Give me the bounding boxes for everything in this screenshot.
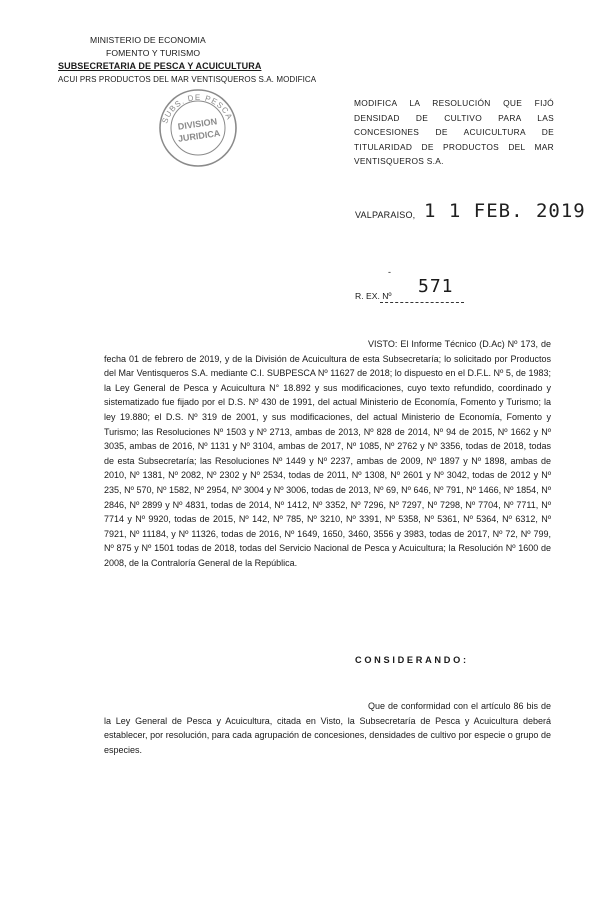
letterhead bbox=[58, 34, 358, 86]
stamp-inner-line-1: DIVISION bbox=[177, 116, 218, 132]
visto-paragraph: VISTO: El Informe Técnico (D.Ac) Nº 173, de fecha 01 de febrero de 2019, y de la División de Acuicultura de esta Subsecretaría; lo solicitado por Productos del Mar Ventisqueros S.A. mediante C.I. SUBPESCA Nº 11627 de 2018; lo dispuesto en el D.F.L. Nº 5, de 1983; la Ley General de Pesca y Acuicultura N° 18.892 y sus modificaciones, cuyo texto refundido, coordinado y sistematizado fue fijado por el D.S. Nº 430 de 1991, del actual Ministerio de Economía, Fomento y Turismo; la ley 19.880; el D.S. Nº 319 de 2001, y sus modificaciones, del actual Ministerio de Economía, Fomento y Turismo; las Resoluciones Nº 1503 y Nº 2713, ambas de 2013, Nº 828 de 2014, Nº 94 de 2015, Nº 1662 y Nº 3035, ambas de 2016, Nº 1131 y Nº 3104, ambas de 2017, Nº 1085, Nº 2762 y Nº 3356, todas de 2018, todas de esta Subsecretaría; las Resoluciones Nº 1449 y Nº 2237, ambas de 2009, Nº 1897 y Nº 1898, ambas de 2010, Nº 1381, Nº 2082, Nº 2302 y Nº 2534, todas de 2011, Nº 1308, Nº 2601 y Nº 3042, todas de 2012 y Nº 235, Nº 570, Nº 1582, Nº 2954, Nº 3004 y Nº 3006, todas de 2013, Nº 69, Nº 646, Nº 791, Nº 1466, Nº 1854, Nº 2846, Nº 2899 y Nº 4831, todas de 2014, Nº 1412, Nº 3352, Nº 7296, Nº 7297, Nº 7298, Nº 7704, Nº 7711, Nº 7714 y Nº 9920, todas de 2015, Nº 142, Nº 785, Nº 3210, Nº 3391, Nº 5358, Nº 5361, Nº 5364, Nº 6312, Nº 7921, Nº 11184, y Nº 11326, todas de 2016, Nº 1649, 1650, 3460, 3556 y 3983, todas de 2017, Nº 72, Nº 799, Nº 875 y Nº 1501 todas de 2018, todas del Servicio Nacional de Pesca y Acuicultura; la Resolución Nº 1600 de 2008, de la Contraloría General de la República. bbox=[104, 339, 551, 568]
tick-mark: - bbox=[388, 267, 391, 277]
stamp-outer-text: SUBS. DE PESCA bbox=[160, 92, 235, 125]
considerando-paragraph: Que de conformidad con el artículo 86 bis de la Ley General de Pesca y Acuicultura, citada en Visto, la Subsecretaría de Pesca y Acuicultura deberá establecer, por resolución, para cada agrupación de concesiones, densidades de cultivo por especie o grupo de especies. bbox=[104, 701, 551, 755]
date-stamp: 1 1 FEB. 2019 bbox=[424, 200, 586, 222]
ministry-line-1: MINISTERIO DE ECONOMIA bbox=[90, 35, 206, 45]
file-reference: ACUI PRS PRODUCTOS DEL MAR VENTISQUEROS S.A. MODIFICA bbox=[58, 75, 317, 84]
ministry-line-2: FOMENTO Y TURISMO bbox=[106, 48, 201, 58]
city-label: VALPARAISO, bbox=[355, 210, 416, 220]
resolution-number-line bbox=[380, 302, 464, 303]
stamp-inner-line-2: JURIDICA bbox=[177, 128, 221, 144]
subsecretaria-name: SUBSECRETARIA DE PESCA Y ACUICULTURA bbox=[58, 61, 262, 71]
resolution-label: R. EX. Nº bbox=[355, 291, 392, 301]
resolution-number: 571 bbox=[418, 276, 454, 297]
considerando-heading: CONSIDERANDO: bbox=[355, 655, 469, 665]
resolution-summary: MODIFICA LA RESOLUCIÓN QUE FIJÓ DENSIDAD DE CULTIVO PARA LAS CONCESIONES DE ACUICULTURA DE TITULARIDAD DE PRODUCTOS DEL MAR VENTISQUEROS S.A. bbox=[354, 98, 554, 167]
division-juridica-stamp bbox=[154, 82, 242, 170]
